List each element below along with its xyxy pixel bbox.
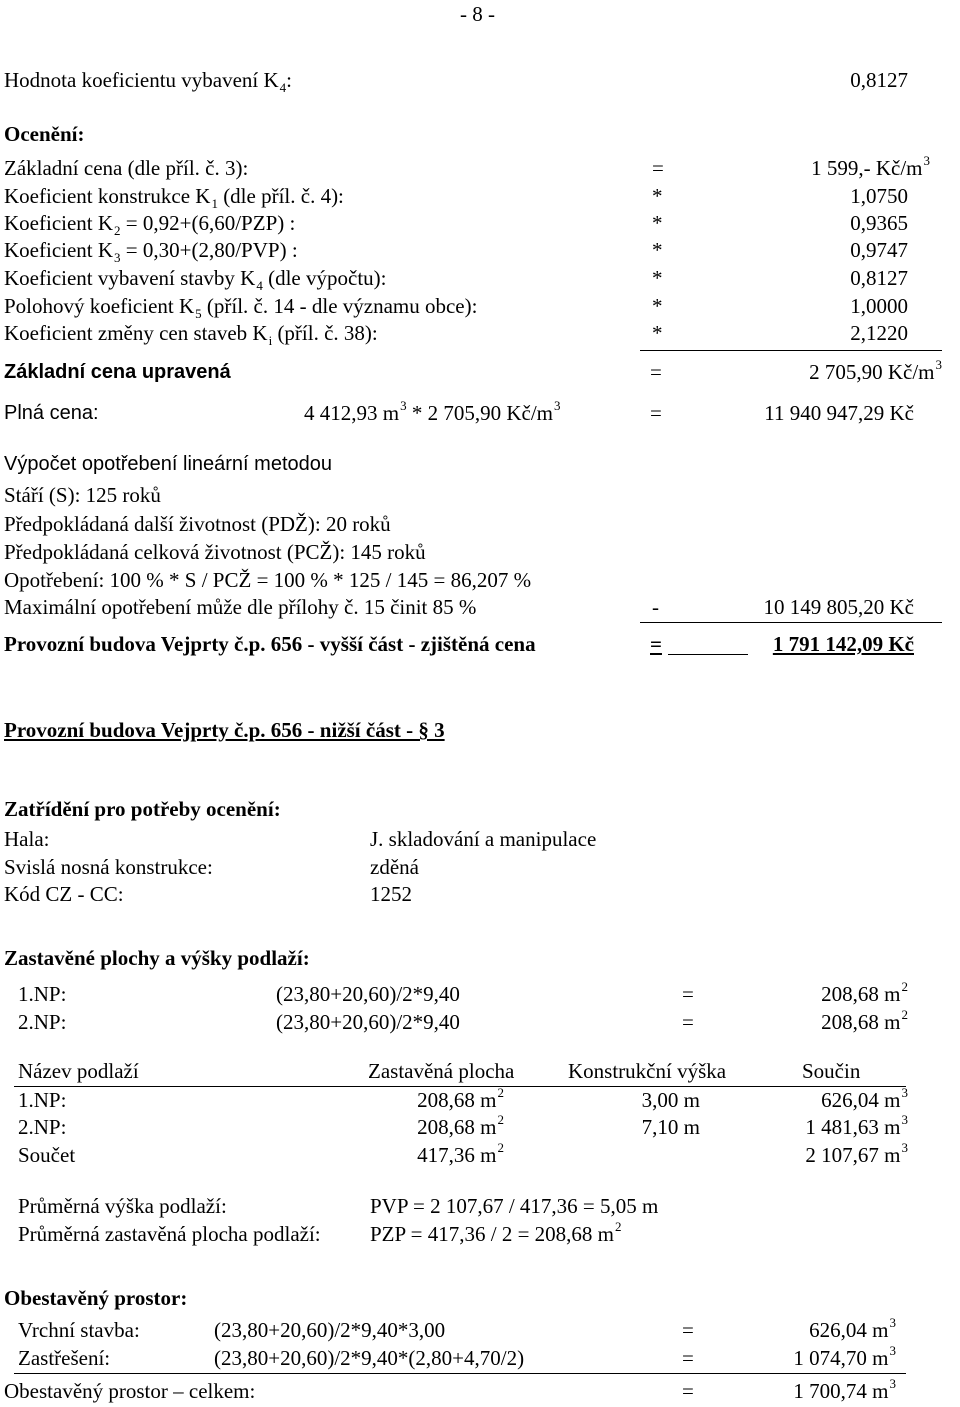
column-header: Název podlaží [18, 1059, 139, 1083]
volume-value: 626,04 $m^3$ [809, 1315, 896, 1342]
table-cell-product: 2 107,67 $m^3$ [805, 1140, 908, 1167]
coefficient-value: 1 599,- $Kč/m^3$ [811, 153, 930, 180]
coefficient-label: Koeficient konstrukce $K_1$ (dle příl. č. 4): [4, 184, 344, 211]
pzp-value: PZP = 417,36 / 2 = 208,68 $m^2$ [370, 1219, 622, 1246]
classification-label: Hala: [4, 827, 50, 851]
plna-cena-value: 11 940 947,29 Kč [764, 401, 914, 425]
volume-label: Vrchní stavba: [18, 1318, 140, 1342]
classification-value: zděná [370, 855, 419, 879]
opotrebeni-max-op: - [652, 595, 659, 619]
coefficient-value: 2,1220 [850, 321, 908, 345]
zatrideni-heading: Zatřídění pro potřeby ocenění: [4, 797, 281, 821]
pzp-label: Průměrná zastavěná plocha podlaží: [18, 1222, 321, 1246]
table-cell-area: 208,68 $m^2$ [417, 1085, 504, 1112]
volume-value: 1 074,70 $m^3$ [793, 1343, 896, 1370]
coefficient-value: 0,9365 [850, 211, 908, 235]
k4-value: 0,8127 [850, 68, 908, 92]
result-upper-label: Provozní budova Vejprty č.p. 656 - vyšší část - zjištěná cena [4, 632, 536, 656]
table-cell-product: 1 481,63 $m^3$ [805, 1112, 908, 1139]
opotrebeni-pcz: Předpokládaná celková životnost (PCŽ): 145 roků [4, 540, 426, 564]
volume-op: = [682, 1346, 694, 1370]
coefficient-value: 1,0000 [850, 294, 908, 318]
table-cell-name: 1.NP: [18, 1088, 67, 1112]
coefficient-op: * [652, 266, 663, 290]
floor-area-value: 208,68 $m^2$ [821, 979, 908, 1006]
lower-section-heading: Provozní budova Vejprty č.p. 656 - nižší část - § 3 [4, 718, 445, 742]
obestaveny-total-value: 1 700,74 $m^3$ [793, 1376, 896, 1403]
volume-formula: (23,80+20,60)/2*9,40*(2,80+4,70/2) [214, 1346, 525, 1370]
column-header: Konstrukční výška [568, 1059, 727, 1083]
obestaveny-heading: Obestavěný prostor: [4, 1286, 188, 1310]
volume-formula: (23,80+20,60)/2*9,40*3,00 [214, 1318, 446, 1342]
coefficient-label: Koeficient $K_2 = 0,92+(6,60/PZP)$ : [4, 211, 296, 238]
result-upper-underline [668, 654, 748, 655]
table-cell-name: Součet [18, 1143, 76, 1167]
floor-op: = [682, 982, 694, 1006]
opotrebeni-max-value: 10 149 805,20 Kč [763, 595, 914, 619]
opotrebeni-formula: Opotřebení: 100 % * S / PCŽ = 100 % * 125 / 145 = 86,207 % [4, 568, 532, 592]
opotrebeni-pdz: Předpokládaná další životnost (PDŽ): 20 roků [4, 512, 391, 536]
opotrebeni-title: Výpočet opotřebení lineární metodou [4, 453, 332, 475]
zakladni-upravena-op: = [650, 360, 662, 384]
coefficient-label: Koeficient $K_3 = 0,30+(2,80/PVP)$ : [4, 238, 298, 265]
table-cell-product: 626,04 $m^3$ [821, 1085, 908, 1112]
coefficient-label: Koeficient změny cen staveb $K_i$ (příl. č. 38): [4, 321, 378, 348]
column-header: Zastavěná plocha [368, 1059, 515, 1083]
opotrebeni-stari: Stáří (S): 125 roků [4, 483, 161, 507]
table-cell-area: 417,36 $m^2$ [417, 1140, 504, 1167]
floor-label: 2.NP: [18, 1010, 67, 1034]
coefficient-value: 0,9747 [850, 238, 908, 262]
classification-label: Kód CZ - CC: [4, 882, 124, 906]
column-header: Součin [802, 1059, 861, 1083]
floor-area-value: 208,68 $m^2$ [821, 1007, 908, 1034]
coefficient-label: Základní cena (dle příl. č. 3): [4, 156, 249, 180]
plna-cena-label: Plná cena: [4, 402, 99, 424]
classification-value: J. skladování a manipulace [370, 827, 597, 851]
floor-formula: (23,80+20,60)/2*9,40 [276, 982, 460, 1006]
volume-op: = [682, 1318, 694, 1342]
table-cell-area: 208,68 $m^2$ [417, 1112, 504, 1139]
classification-value: 1252 [370, 882, 412, 906]
zastavene-heading: Zastavěné plochy a výšky podlaží: [4, 946, 310, 970]
plna-cena-calc: 4 412,93 $m^3 * 2$ 705,90 $Kč/m^3$ [304, 398, 561, 425]
classification-label: Svislá nosná konstrukce: [4, 855, 213, 879]
table-cell-height: 7,10 m [641, 1115, 700, 1139]
coefficient-op: * [652, 211, 663, 235]
coefficient-label: Koeficient vybavení stavby $K_4$ (dle výpočtu): [4, 266, 387, 293]
volume-label: Zastřešení: [18, 1346, 111, 1370]
plna-cena-op: = [650, 401, 662, 425]
coefficient-op: * [652, 294, 663, 318]
oceneni-heading: Ocenění: [4, 122, 85, 146]
coefficient-value: 1,0750 [850, 184, 908, 208]
k4-label: Hodnota koeficientu vybavení $K_4$: [4, 68, 293, 95]
obestaveny-total-label: Obestavěný prostor – celkem: [4, 1379, 256, 1403]
table-cell-name: 2.NP: [18, 1115, 67, 1139]
opotrebeni-max: Maximální opotřebení může dle přílohy č. 15 činit 85 % [4, 595, 477, 619]
floor-label: 1.NP: [18, 982, 67, 1006]
opotrebeni-rule [640, 622, 942, 623]
coefficient-label: Polohový koeficient $K_5$ (příl. č. 14 - dle významu obce): [4, 294, 478, 321]
coefficient-op: = [652, 156, 664, 180]
result-upper-value: 1 791 142,09 Kč [772, 632, 914, 656]
obestaveny-total-op: = [682, 1379, 694, 1403]
page-number: - 8 - [460, 2, 495, 26]
table-cell-height: 3,00 m [641, 1088, 700, 1112]
sum-rule [640, 350, 942, 351]
pvp-value: PVP = 2 107,67 / 417,36 = 5,05 m [370, 1194, 659, 1218]
obestaveny-rule [14, 1373, 906, 1374]
table-header-rule [14, 1086, 906, 1087]
floor-formula: (23,80+20,60)/2*9,40 [276, 1010, 460, 1034]
coefficient-op: * [652, 321, 663, 345]
pvp-label: Průměrná výška podlaží: [18, 1194, 227, 1218]
zakladni-upravena-label: Základní cena upravená [4, 361, 231, 383]
coefficient-op: * [652, 184, 663, 208]
coefficient-value: 0,8127 [850, 266, 908, 290]
result-upper-op: = [650, 632, 662, 656]
zakladni-upravena-value: 2 705,90 $Kč/m^3$ [809, 357, 942, 384]
floor-op: = [682, 1010, 694, 1034]
coefficient-op: * [652, 238, 663, 262]
